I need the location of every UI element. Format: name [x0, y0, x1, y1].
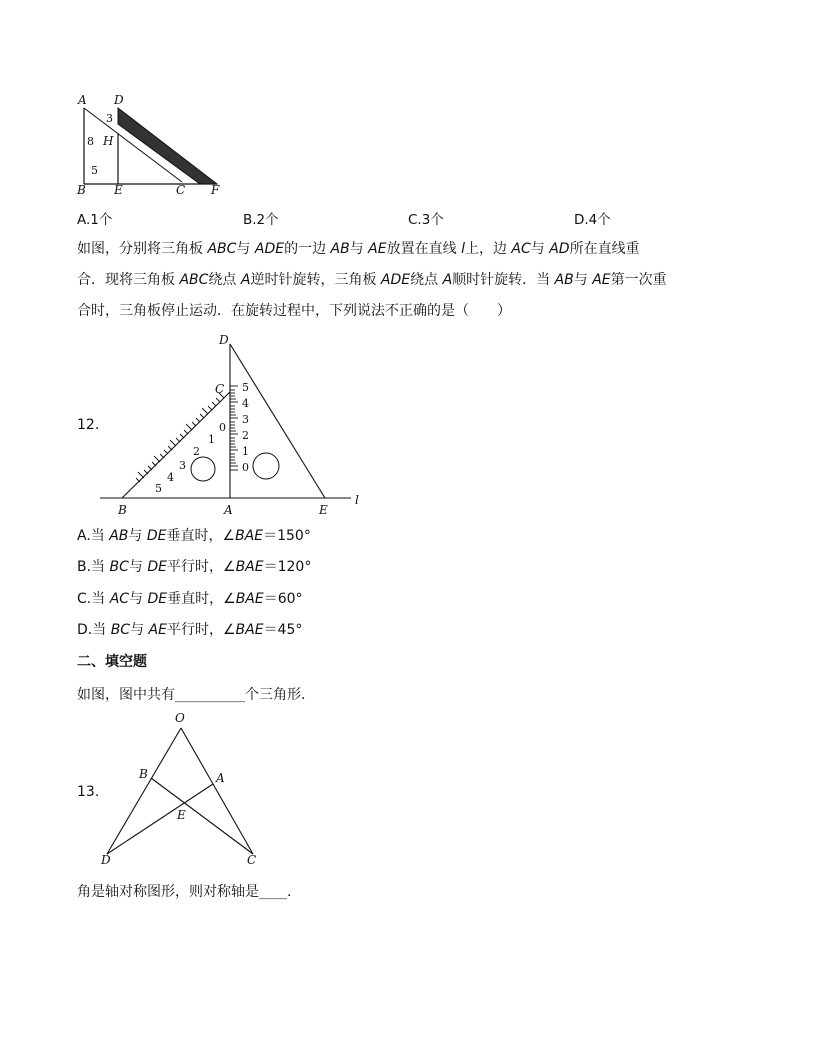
fig12-l: l: [355, 493, 359, 507]
fig12-r3: 3: [242, 413, 249, 426]
fig11-C: C: [176, 183, 186, 197]
q12-option-b: B.当 BC与 DE平行时，∠BAE＝120°: [77, 559, 312, 575]
fig13-A: A: [216, 771, 225, 785]
q12-figure: [95, 330, 375, 522]
fig11-A: A: [78, 93, 87, 107]
q13-figure: [95, 708, 275, 870]
q11-option-c: C.3个: [408, 212, 444, 228]
fig11-8: 8: [87, 135, 94, 148]
q11-option-b: B.2个: [243, 212, 279, 228]
fig12-r4: 4: [242, 397, 249, 410]
fig12-E: E: [319, 503, 328, 517]
q11-figure: [72, 90, 232, 202]
q11-option-a: A.1个: [77, 212, 113, 228]
fig12-B: B: [118, 503, 127, 517]
q12-stem-line-3: 合时，三角板停止运动．在旋转过程中，下列说法不正确的是（ ）: [77, 303, 511, 319]
fig12-r0: 0: [242, 461, 249, 474]
fig12-s0: 0: [219, 421, 226, 434]
q13-number: 13.: [77, 784, 100, 800]
q12-stem-line-2: 合．现将三角板 ABC绕点 A逆时针旋转，三角板 ADE绕点 A顺时针旋转．当 AB与 AE第一次重: [77, 272, 667, 288]
fig12-r2: 2: [242, 429, 249, 442]
fig12-C: C: [215, 382, 225, 396]
fig13-B: B: [139, 767, 148, 781]
fig12-A: A: [224, 503, 233, 517]
fig11-3: 3: [106, 112, 113, 125]
fig12-r1: 1: [242, 445, 249, 458]
fig11-D: D: [114, 93, 124, 107]
section-heading: 二、填空题: [77, 654, 147, 670]
fig11-5: 5: [91, 164, 98, 177]
q13-stem: 如图，图中共有__________个三角形.: [77, 687, 306, 703]
q12-stem-line-1: 如图，分别将三角板 ABC与 ADE的一边 AB与 AE放置在直线 l上，边 AC与 AD所在直线重: [77, 241, 640, 257]
fig12-D: D: [219, 333, 229, 347]
fig12-s2: 2: [193, 445, 200, 458]
fig11-E: E: [114, 183, 123, 197]
fig12-r5: 5: [242, 381, 249, 394]
q12-option-a: A.当 AB与 DE垂直时，∠BAE＝150°: [77, 528, 311, 544]
fig12-s5: 5: [155, 482, 162, 495]
q12-option-d: D.当 BC与 AE平行时，∠BAE＝45°: [77, 622, 303, 638]
fig13-E: E: [177, 808, 186, 822]
q11-option-d: D.4个: [574, 212, 611, 228]
fig11-B: B: [77, 183, 86, 197]
fig12-s3: 3: [179, 459, 186, 472]
q14-stem: 角是轴对称图形，则对称轴是____.: [77, 884, 292, 900]
q12-option-c: C.当 AC与 DE垂直时，∠BAE＝60°: [77, 591, 303, 607]
fig13-D: D: [101, 853, 111, 867]
fig13-C: C: [247, 853, 257, 867]
fig12-s4: 4: [167, 471, 174, 484]
fig11-H: H: [103, 134, 114, 148]
fig13-O: O: [175, 711, 185, 725]
fig11-F: F: [211, 183, 220, 197]
fig12-s1: 1: [208, 433, 215, 446]
q12-number: 12.: [77, 417, 100, 433]
